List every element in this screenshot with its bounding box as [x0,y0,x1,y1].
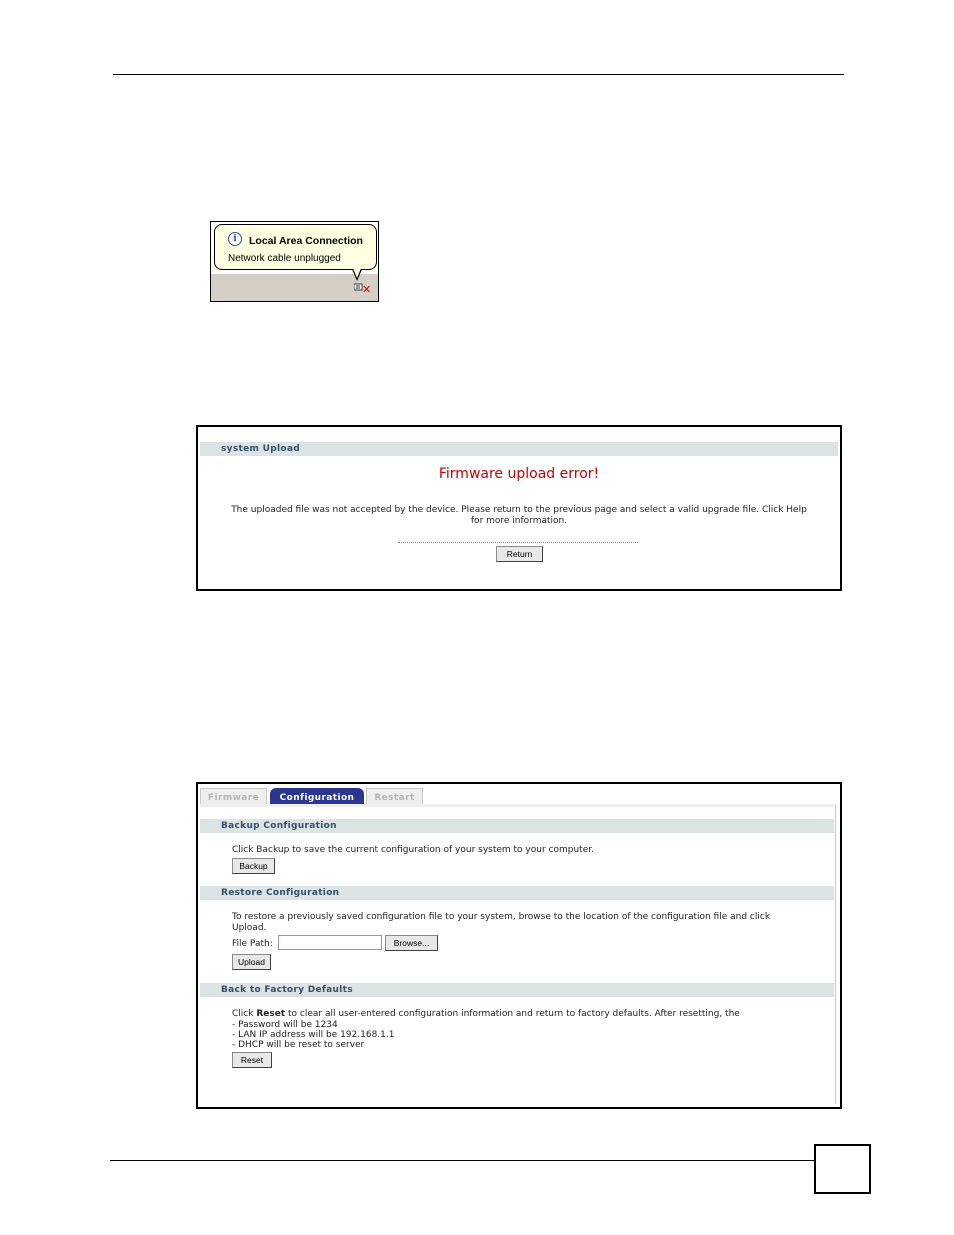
tab-restart[interactable]: Restart [366,788,423,807]
file-path-label: File Path: [232,939,273,949]
upload-button[interactable]: Upload [232,954,271,970]
reset-button[interactable]: Reset [232,1052,272,1068]
backup-description: Click Backup to save the current configuration of your system to your computer. [232,845,594,855]
tab-underline [200,804,836,807]
balloon-message: Network cable unplugged [228,253,341,264]
configuration-panel [196,782,842,1109]
factory-description [232,1009,740,1020]
factory-bullet: - LAN IP address will be 192.168.1.1 [232,1030,395,1040]
section-header-system-upload: system Upload [200,442,838,456]
section-header-factory-defaults: Back to Factory Defaults [200,983,834,997]
disconnect-x-icon: ✕ [362,283,372,296]
balloon-tail-fill [352,266,362,278]
factory-bullet: - DHCP will be reset to server [232,1040,365,1050]
notification-balloon[interactable] [214,224,377,270]
factory-bullet: - Password will be 1234 [232,1020,338,1030]
section-header-restore: Restore Configuration [200,886,834,900]
restore-description: To restore a previously saved configuration file to your system, browse to the location of the configuration file and click Upload. [232,912,771,933]
file-path-input[interactable] [278,935,382,950]
backup-button[interactable]: Backup [232,858,275,874]
browse-button[interactable]: Browse... [385,935,438,951]
dotted-divider [398,542,638,543]
page-number-box [814,1144,871,1194]
header-rule [113,74,844,75]
firmware-upload-error-panel [196,425,842,591]
info-icon: i [228,232,242,246]
error-title: Firmware upload error! [438,466,600,482]
balloon-title: Local Area Connection [249,235,363,247]
factory-text-suffix: to clear all user-entered configuration information and return to factory defaults. After resetting, the [285,1009,740,1019]
content-right-edge [835,806,836,1104]
tray-balloon-figure [210,221,379,302]
tab-configuration[interactable]: Configuration [270,788,364,807]
factory-text-bold: Reset [256,1009,286,1019]
footer-rule [110,1160,816,1161]
return-button[interactable]: Return [496,546,543,562]
section-header-backup: Backup Configuration [200,819,834,833]
error-message: The uploaded file was not accepted by the device. Please return to the previous page and select a valid upgrade file. Click Help for more information. [231,505,807,526]
tab-firmware[interactable]: Firmware [200,788,267,807]
factory-text-prefix: Click [232,1009,257,1019]
